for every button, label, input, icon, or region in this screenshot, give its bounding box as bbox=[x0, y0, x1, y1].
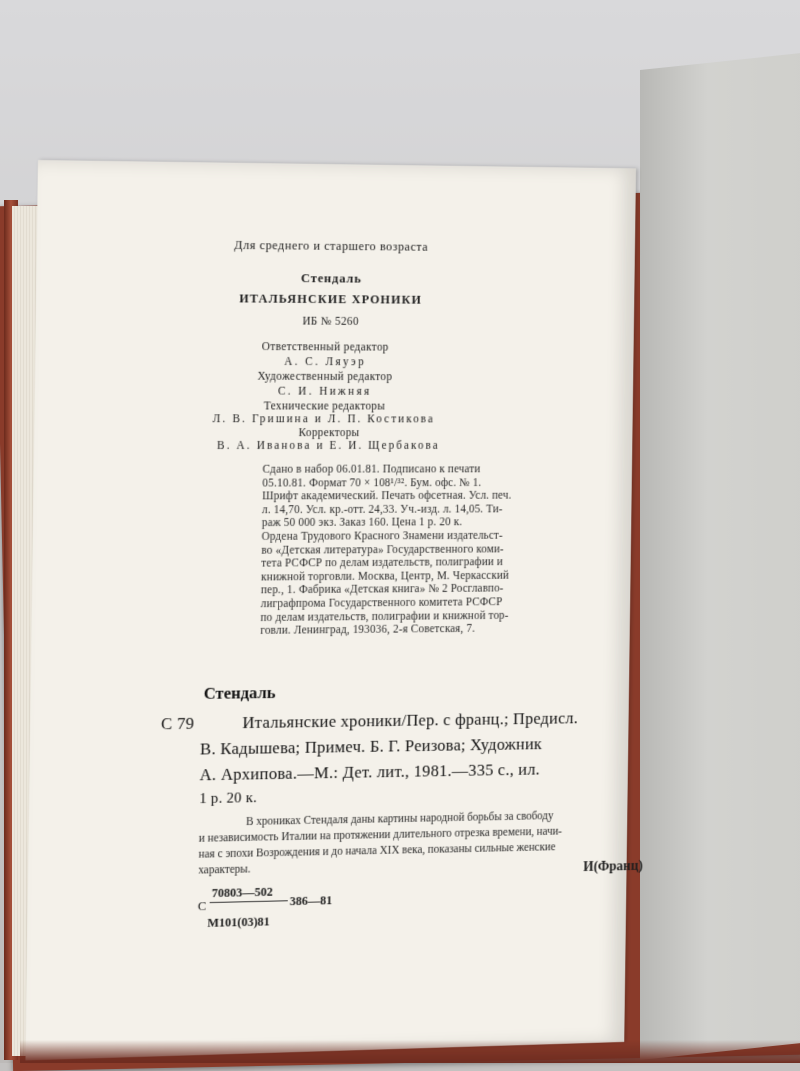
code-denominator: М101(03)81 bbox=[207, 914, 270, 930]
art-editor-name: С. И. Нижняя bbox=[277, 385, 372, 398]
audience-note: Для среднего и старшего возраста bbox=[234, 238, 429, 254]
proofreaders-names: В. А. Иванова и Е. И. Щербакова bbox=[216, 440, 440, 452]
book-page bbox=[25, 160, 643, 1060]
tech-editors-names: Л. В. Гришина и Л. П. Костикова bbox=[212, 413, 436, 426]
code-prefix: С bbox=[197, 898, 207, 914]
catalog-line-3: А. Архипова.—М.: Дет. лит., 1981.—335 с., ил. bbox=[199, 759, 541, 785]
proofreaders-role: Корректоры bbox=[298, 427, 360, 440]
annotation-block: В хрониках Стендаля даны картины народной борьбы за свободу и независимость Италии на протяжении длительного отрезка времени, начи- ная с эпохи Возрождения и до начала XIX века, показаны сильные женские характеры. bbox=[198, 810, 563, 877]
code-numerator: 70803—502 bbox=[211, 884, 273, 901]
facing-page bbox=[640, 52, 800, 1060]
author-name: Стендаль bbox=[300, 270, 362, 286]
cover-bottom-edge bbox=[20, 1040, 800, 1063]
catalog-line-2: В. Кадышева; Примеч. Б. Г. Реизова; Художник bbox=[199, 734, 543, 759]
classification-mark: И(Франц) bbox=[583, 859, 643, 875]
imprint-block: Сдано в набор 06.01.81. Подписано к печати 05.10.81. Формат 70 × 108¹/³². Бум. офс. № 1. Шрифт академический. Печать офсетная. Усл. печ. л. 14,70. Усл. кр.-отт. 24,33. Уч.-изд. л. 14,05. Ти- раж 50 000 экз. Заказ 160. Цена 1 р. 20 к. Ордена Трудового Красного Знамени издательст- во «Детская литература» Государственного коми- тета РСФСР по делам издательств, полиграфии и книжной торговли. Москва, Центр, М. Черкасский пер., 1. Фабрика «Детская книга» № 2 Росглавпо- лиграфпрома Государственного комитета РСФСР по делам издательств, полиграфии и книжной тор- говли. Ленинград, 193036, 2-я Советская, 7. bbox=[260, 463, 512, 637]
catalog-price: 1 р. 20 к. bbox=[199, 790, 258, 808]
catalog-index: С 79 bbox=[160, 713, 195, 734]
code-suffix: 386—81 bbox=[289, 893, 333, 909]
ib-number: ИБ № 5260 bbox=[302, 315, 359, 328]
catalog-author: Стендаль bbox=[203, 683, 276, 703]
art-editor-role: Художественный редактор bbox=[257, 370, 393, 384]
responsible-editor-name: А. С. Ляуэр bbox=[284, 356, 367, 369]
tech-editors-role: Технические редакторы bbox=[263, 400, 386, 413]
responsible-editor-role: Ответственный редактор bbox=[261, 341, 389, 354]
book-title: ИТАЛЬЯНСКИЕ ХРОНИКИ bbox=[239, 291, 423, 307]
catalog-line-1: Итальянские хроники/Пер. с франц.; Предисл. bbox=[242, 708, 579, 733]
